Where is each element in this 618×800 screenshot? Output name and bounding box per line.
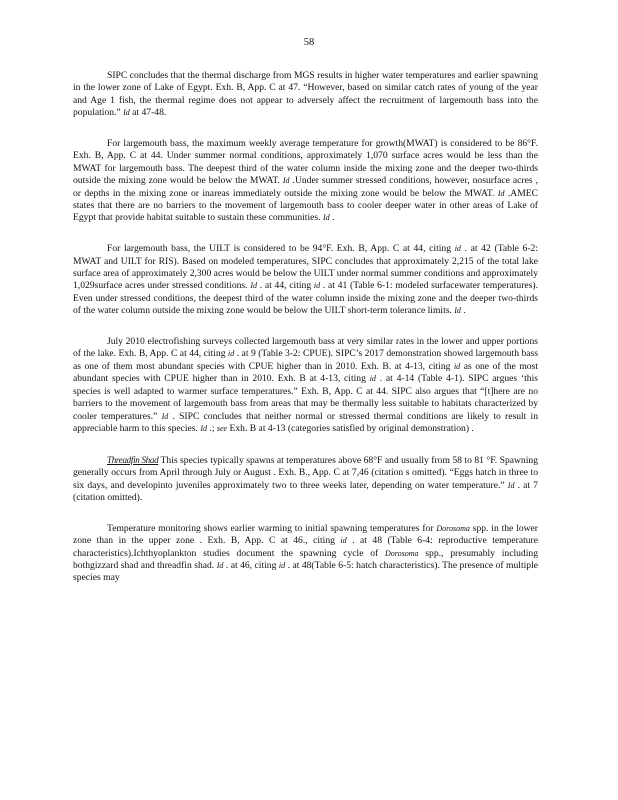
citation-signal: Id: [507, 480, 515, 490]
text-run: . at 48 (Table 6-4: reproductive temperature characteristics).Ichthyoplankton studies document the spawning cycle of: [73, 535, 539, 559]
citation-signal: Id: [250, 281, 257, 291]
genus-name: Dorosoma: [385, 548, 419, 558]
text-run: For largemouth bass, the UILT is considered to be 94°F. Exh. B, App. C at 44, citing: [107, 243, 455, 255]
citation-signal: see: [216, 423, 228, 433]
citation-signal: Id: [497, 188, 505, 198]
text-run: . at 4-14 (Table 4-1). SIPC argues ‘this species is well adapted to warmer surface temperatures.” Exh. B, App. C at 44. SIPC also argues that “[t]here are no barriers to the movement of largemouth bass from areas that may be thermally less suitable to habitats characterized by cooler temperatures.”: [73, 373, 539, 422]
text-run: July 2010 electrofishing surveys collected largemouth bass at very similar rates in the lower and upper portions of the lake. Exh. B, App. C at 44, citing: [73, 336, 538, 360]
text-run: .Under summer stressed conditions, however, nosurface acres , or depths in the mixing zone or inareas immediately outside the mixing zone would be below the MWAT.: [73, 175, 539, 199]
text-run: . at 7 (citation omitted).: [73, 479, 538, 503]
text-run: .: [460, 305, 466, 317]
paragraph: [73, 70, 538, 120]
citation-signal: Id: [123, 108, 130, 118]
document-body: [73, 70, 538, 603]
text-run: . at 42 (Table 6-2: MWAT and UILT for RIS). Based on modeled temperatures, SIPC concludes that approximately 2,215 of the total lake surface area of approximately 2,300 acres would be below the UILT under normal summer conditions and approximately 1,029surface acres under stressed conditions.: [73, 243, 538, 292]
text-run: . at 46, citing: [223, 559, 279, 571]
text-run: .;: [207, 422, 217, 434]
citation-signal: Id: [282, 176, 290, 186]
text-run: For largemouth bass, the maximum weekly average temperature for growth(MWAT) is considered to be 86°F. Exh. B, App. C at 44. Under summer normal conditions, approximately 1,070 surface acres would be less than the MWAT for largemouth bass. The deepest third of the water column inside the mixing zone and the deeper two-thirds outside the mixing zone would be below the MWAT.: [73, 138, 538, 187]
text-run: at 47-48.: [129, 107, 167, 119]
text-run: SIPC concludes that the thermal discharge from MGS results in higher water temperatures and earlier spawning in the lower zone of Lake of Egypt. Exh. B, App. C at 47. “However, based on similar catch rates of young of the year and Age 1 fish, the thermal regime does not appear to adversely affect the recruitment of largemouth bass into the population.”: [73, 70, 538, 119]
text-run: Temperature monitoring shows earlier warming to initial spawning temperatures for: [107, 522, 437, 534]
citation-signal: Id: [216, 560, 224, 570]
citation-signal: Id: [454, 306, 461, 316]
citation-signal: id: [278, 560, 286, 570]
text-run: . at 41 (Table 6-1: modeled surfacewater temperatures). Even under stressed conditions, the deepest third of the water column inside the mixing zone and the deeper two-thirds of the water column outside the mixing zone would be below the UILT short-term tolerance limits.: [73, 280, 539, 317]
text-run: . at 9 (Table 3-2: CPUE). SIPC’s 2017 demonstration showed largemouth bass as one of them most abundant species with CPUE higher than in 2010. Exh. B. at 4-13, citing: [73, 348, 538, 372]
paragraph: [73, 454, 538, 505]
text-run: spp. in the lower zone than in the upper zone . Exh. B, App. C at 46., citing: [73, 522, 538, 547]
citation-signal: id: [453, 361, 461, 371]
page-number: 58: [303, 37, 315, 48]
citation-signal: id: [340, 536, 347, 546]
citation-signal: id: [227, 349, 235, 359]
genus-name: Dorosoma: [436, 523, 470, 533]
citation-signal: Id: [161, 411, 169, 421]
text-run: . at 44, citing: [256, 280, 314, 292]
paragraph: [73, 336, 538, 435]
citation-signal: id: [313, 281, 321, 291]
text-run: . SIPC concludes that neither normal or stressed thermal conditions are likely to result in appreciable harm to this species.: [73, 410, 539, 434]
paragraph: [73, 523, 538, 585]
species-heading: Threadfin Shad: [107, 454, 159, 465]
text-run: .AMEC states that there are no barriers to the movement of largemouth bass to cooler deeper water in other areas of Lake of Egypt that provide habitat suitable to sustain these communities.: [73, 187, 539, 224]
citation-signal: Id: [200, 423, 208, 433]
paragraph: [73, 243, 538, 317]
text-run: .: [329, 212, 335, 224]
text-run: This species typically spawns at temperatures above 68°F and usually from 58 to 81 °F. Spawning generally occurs from April through July or August . Exh. B., App. C at 7,46 (citation s omitted). “Eggs hatch in three to six days, and developinto juveniles approximately two to three weeks later, depending on water temperature.”: [73, 454, 538, 491]
text-run: spp., presumably including bothgizzard shad and threadfin shad.: [73, 547, 538, 571]
citation-signal: id: [454, 244, 461, 254]
citation-signal: Id: [322, 213, 330, 223]
text-run: . at 48(Table 6-5: hatch characteristics). The presence of multiple species may: [73, 559, 539, 584]
text-run: as one of the most abundant species with CPUE higher than in 2010. Exh. B at 4-13, citing: [73, 360, 538, 385]
paragraph: [73, 138, 538, 225]
citation-signal: id: [369, 374, 376, 384]
text-run: Exh. B at 4-13 (categories satisfied by original demonstration) .: [227, 422, 474, 434]
